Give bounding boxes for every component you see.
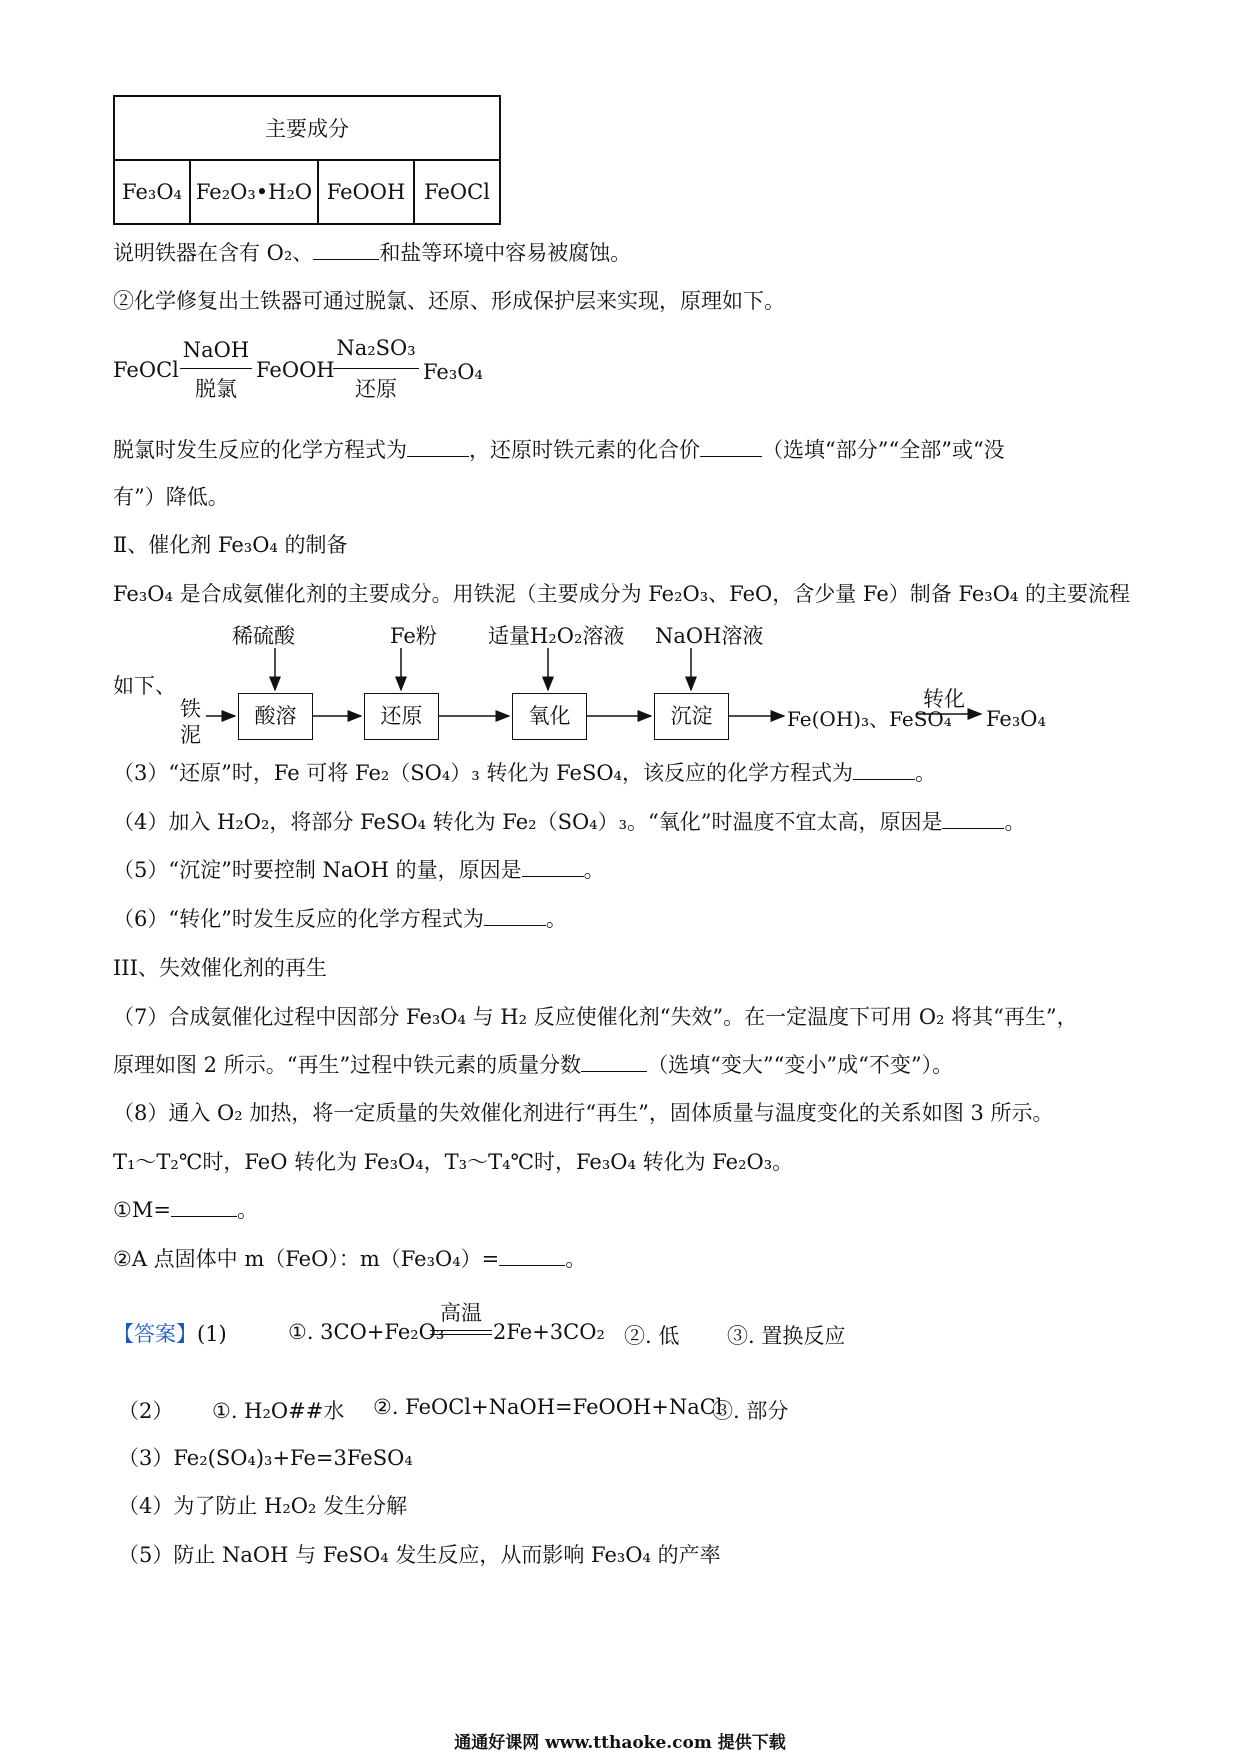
- feed-label: 铁: [180, 697, 201, 721]
- answer-blank[interactable]: [484, 907, 546, 926]
- question-7: （7）合成氨催化过程中因部分 Fe₃O₄ 与 H₂ 反应使催化剂“失效”。在一定温度下可用 O₂ 将其“再生”，: [113, 1005, 1078, 1029]
- answer-1-equation-left: ①. 3CO+Fe₂O₃: [288, 1320, 445, 1344]
- section-heading: Ⅱ、催化剂 Fe₃O₄ 的制备: [113, 533, 348, 557]
- answer-blank[interactable]: [522, 858, 584, 877]
- equals-line: [430, 1334, 492, 1335]
- final-product-label: Fe₃O₄: [986, 707, 1046, 731]
- scheme-reagent: NaOH: [182, 338, 250, 362]
- scheme-end: Fe₃O₄: [423, 360, 483, 384]
- answer-2-part3: ③. 部分: [712, 1399, 789, 1423]
- text-segment: （3）“还原”时，Fe 可将 Fe₂（SO₄）₃ 转化为 FeSO₄，该反应的化学方程式为: [113, 761, 853, 785]
- text-segment: 。: [1004, 810, 1026, 834]
- text-segment: ，还原时铁元素的化合价: [469, 438, 700, 462]
- text-segment: 。: [914, 761, 936, 785]
- answer-tag: 【答案】: [113, 1322, 197, 1346]
- answer-2-part2: ②. FeOCl+NaOH=FeOOH+NaCl: [373, 1395, 723, 1419]
- reagent-label: Fe粉: [390, 624, 437, 648]
- question-4: [113, 807, 1025, 837]
- table-header: 主要成分: [114, 96, 500, 160]
- answer-blank[interactable]: [499, 1247, 565, 1266]
- process-box-oxidize: 氧化: [512, 693, 587, 740]
- scheme-start: FeOCl: [113, 358, 179, 382]
- answer-1-part2: ②. 低: [624, 1324, 680, 1348]
- text-segment: （选填“变大”“变小”成“不变”）。: [647, 1053, 954, 1077]
- process-box-acid: 酸溶: [238, 693, 313, 740]
- text-segment: 脱氯时发生反应的化学方程式为: [113, 438, 407, 462]
- answer-blank[interactable]: [853, 761, 915, 780]
- text-segment: 。: [565, 1247, 587, 1271]
- scheme-condition: 还原: [355, 377, 397, 401]
- text-segment: 和盐等环境中容易被腐蚀。: [379, 241, 632, 265]
- reagent-label: NaOH溶液: [655, 624, 764, 648]
- process-box-reduce: 还原: [364, 693, 439, 740]
- scheme-mid: FeOOH: [256, 358, 335, 382]
- question-8-part2: [113, 1244, 586, 1274]
- text-segment: 原理如图 2 所示。“再生”过程中铁元素的质量分数: [113, 1053, 582, 1077]
- answer-3: （3）Fe₂(SO₄)₃+Fe=3FeSO₄: [118, 1446, 413, 1470]
- scheme-condition: 脱氯: [195, 377, 237, 401]
- text-segment: 说明铁器在含有 O₂、: [113, 241, 314, 265]
- reaction-condition: 高温: [440, 1301, 482, 1325]
- text-line: ②化学修复出土铁器可通过脱氯、还原、形成保护层来实现，原理如下。: [113, 289, 785, 313]
- table-cell: Fe₃O₄: [114, 160, 190, 224]
- table-cell: FeOOH: [318, 160, 414, 224]
- answer-4: （4）为了防止 H₂O₂ 发生分解: [118, 1494, 408, 1518]
- question-5: [113, 855, 605, 885]
- answer-1-equation-right: 2Fe+3CO₂: [493, 1320, 605, 1344]
- answer-number: (1): [197, 1322, 227, 1346]
- answer-blank[interactable]: [942, 810, 1004, 829]
- question-8: （8）通入 O₂ 加热，将一定质量的失效催化剂进行“再生”，固体质量与温度变化的关系如图 3 所示。: [113, 1101, 1054, 1125]
- answer-1-part3: ③. 置换反应: [727, 1324, 846, 1348]
- reagent-label: 适量H₂O₂溶液: [488, 624, 625, 648]
- question-8-cont: T₁～T₂℃时，FeO 转化为 Fe₃O₄，T₃～T₄℃时，Fe₃O₄ 转化为 Fe₂O₃。: [113, 1150, 794, 1174]
- intermediate-label: Fe(OH)₃、FeSO₄: [787, 707, 952, 731]
- process-box-precipitate: 沉淀: [654, 693, 729, 740]
- answer-blank[interactable]: [581, 1053, 647, 1072]
- text-segment: 。: [236, 1198, 258, 1222]
- answer-blank[interactable]: [171, 1198, 237, 1217]
- answer-1: [113, 1318, 227, 1348]
- question-7-cont: [113, 1050, 953, 1080]
- text-segment: 。: [545, 907, 567, 931]
- flowchart-arrows: [0, 0, 1240, 780]
- text-segment: （6）“转化”时发生反应的化学方程式为: [113, 907, 484, 931]
- text-segment: （选填“部分”“全部”或“没: [762, 438, 1005, 462]
- question-3: [113, 758, 936, 788]
- text-segment: ②A 点固体中 m（FeO）：m（Fe₃O₄）=: [113, 1247, 500, 1271]
- equals-line: [430, 1330, 492, 1331]
- text-segment: 。: [583, 858, 605, 882]
- question-6: [113, 904, 567, 934]
- conversion-label: 转化: [923, 687, 965, 711]
- table-cell: FeOCl: [414, 160, 500, 224]
- text-line: 有”）降低。: [113, 485, 229, 509]
- text-segment: ①M=: [113, 1198, 171, 1222]
- text-line: 如下、: [113, 674, 176, 698]
- text-line: Fe₃O₄ 是合成氨催化剂的主要成分。用铁泥（主要成分为 Fe₂O₃、FeO，含少量 Fe）制备 Fe₃O₄ 的主要流程: [113, 582, 1130, 606]
- question-8-part1: [113, 1195, 258, 1225]
- answer-2-number: （2）: [118, 1399, 174, 1423]
- answer-2-part1: ①. H₂O##水: [212, 1399, 345, 1423]
- scheme-reagent: Na₂SO₃: [336, 336, 416, 360]
- reagent-label: 稀硫酸: [232, 624, 295, 648]
- feed-label: 泥: [180, 723, 201, 747]
- page-footer: 通通好课网 www.tthaoke.com 提供下载: [454, 1733, 786, 1753]
- section-heading: III、失效催化剂的再生: [113, 956, 327, 980]
- answer-5: （5）防止 NaOH 与 FeSO₄ 发生反应，从而影响 Fe₃O₄ 的产率: [118, 1543, 721, 1567]
- table-cell: Fe₂O₃•H₂O: [190, 160, 318, 224]
- text-segment: （4）加入 H₂O₂，将部分 FeSO₄ 转化为 Fe₂（SO₄）₃。“氧化”时温度不宜太高，原因是: [113, 810, 943, 834]
- text-segment: （5）“沉淀”时要控制 NaOH 的量，原因是: [113, 858, 522, 882]
